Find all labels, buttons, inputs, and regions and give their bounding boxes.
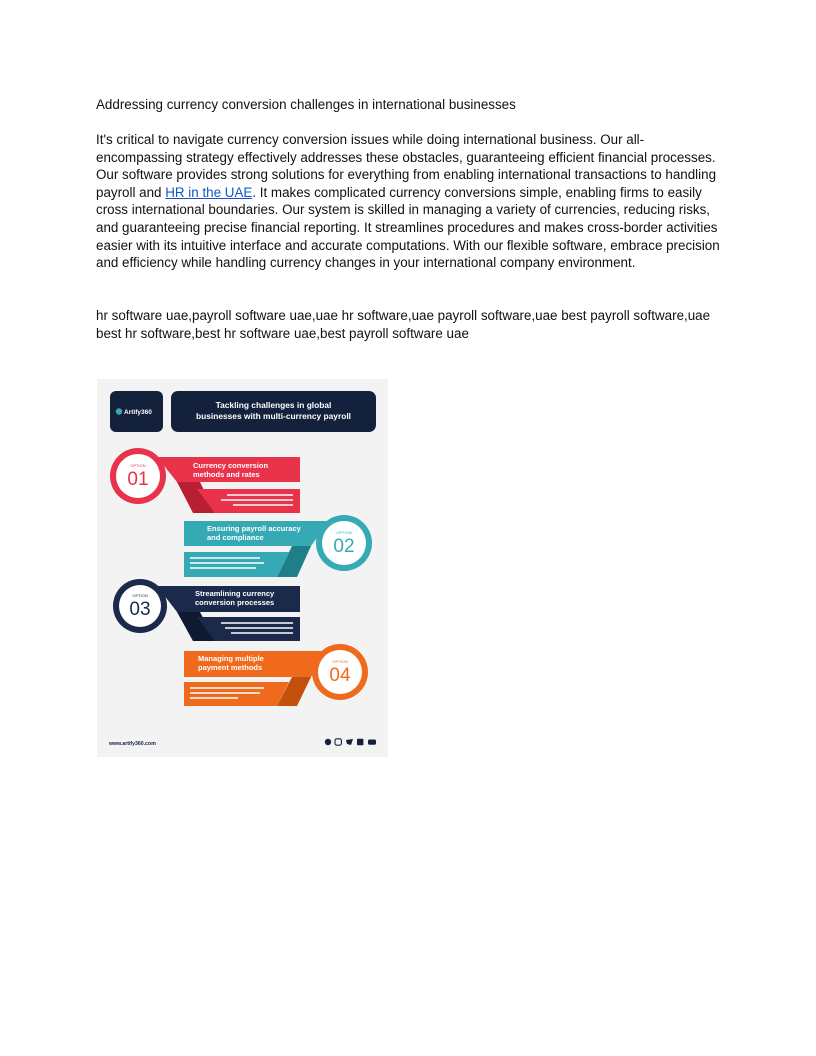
hr-in-uae-link[interactable]: HR in the UAE [165,184,253,200]
logo-mark-icon [116,408,122,414]
option-01-label: OPTION [130,463,146,468]
option-02-title-line1: Ensuring payroll accuracy [207,524,301,533]
option-03 [113,579,300,641]
social-icons [325,739,376,745]
option-03-title-line2: conversion processes [195,598,275,607]
infographic-image [97,379,388,757]
option-04-title-line1: Managing multiple [198,654,264,663]
option-01-body-line [221,499,293,501]
option-03-number: 03 [129,599,151,620]
option-02-title-line2: and compliance [207,533,264,542]
option-04-body-line [190,697,238,699]
option-02-number: 02 [333,536,355,557]
option-02 [184,515,372,577]
option-02-body-line [190,567,256,569]
infographic-title-line2: businesses with multi-currency payroll [196,411,351,421]
option-01-title-line2: methods and rates [193,470,260,479]
option-01 [110,448,300,513]
infographic-title-line1: Tackling challenges in global [215,400,332,410]
facebook-icon [325,739,331,745]
paragraph-text-before-link: It's critical to navigate currency conversion issues while doing international business. Our all-encompassing strategy effectively addresses these obstacles, guaranteeing efficient financial processes. Our software provides strong solutions for everything from enabling international transactions to handling payroll and [96,132,717,200]
option-02-body-line [190,562,264,564]
option-04-label: OPTION [332,659,348,664]
intro-paragraph [96,131,724,272]
option-04-title-line2: payment methods [198,663,263,672]
instagram-icon [335,739,341,745]
option-01-body-line [227,494,293,496]
logo-text: Artify360 [124,409,152,416]
option-04-number: 04 [329,665,351,686]
option-04-body-line [190,692,260,694]
option-03-body-line [221,622,293,624]
option-03-body-line [231,632,293,634]
twitter-icon [346,739,353,745]
option-02-body-band [184,552,289,577]
option-03-title-line1: Streamlining currency [195,589,275,598]
option-03-label: OPTION [132,593,148,598]
option-04-body-line [190,687,264,689]
footer-url: www.artify360.com [109,741,156,747]
document-heading: Addressing currency conversion challenges in international businesses [96,97,516,112]
option-01-number: 01 [127,469,149,490]
option-02-label: OPTION [336,530,352,535]
linkedin-icon [357,739,363,745]
paragraph-text-after-link: . It makes complicated currency conversions simple, enabling firms to easily cross international boundaries. Our system is skilled in managing a variety of currencies, reducing risks, and guaranteeing precise financial reporting. It streamlines procedures and makes cross-border activities easier with its intuitive interface and accurate computations. With our flexible software, embrace precision and efficiency while handling currency changes in your international company environment. [96,184,720,271]
youtube-icon [368,740,376,745]
option-03-body-line [225,627,293,629]
option-02-body-line [190,557,260,559]
option-04 [184,644,368,706]
option-01-title-line1: Currency conversion [193,461,269,470]
keywords-paragraph: hr software uae,payroll software uae,uae hr software,uae payroll software,uae best payroll software,uae best hr software,best hr software uae,best payroll software uae [96,308,711,341]
option-01-body-line [233,504,293,506]
